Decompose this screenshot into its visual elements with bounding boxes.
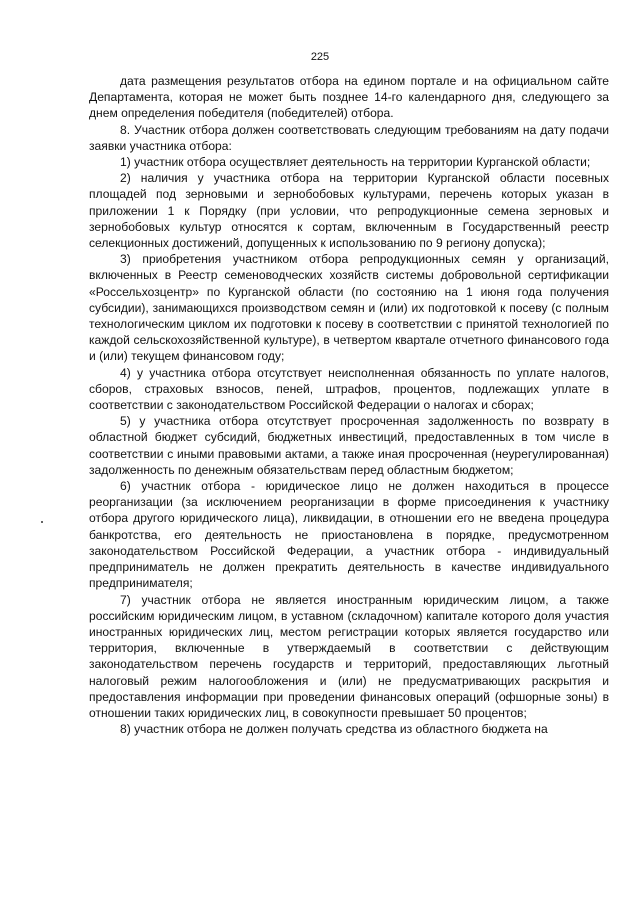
paragraph-subitem-2: 2) наличия у участника отбора на территории Курганской области посевных площадей под зерновыми и зернобобовых культурами, перечень которых указан в приложении 1 к Порядку (при условии, что репродукционные семена зерновых и зернобобовых культур относятся к сортам, включенным в Государственный реестр селекционных достижений, допущенных к использованию по 9 региону допуска); [89, 171, 609, 251]
paragraph-continuation: дата размещения результатов отбора на едином портале и на официальном сайте Департамента, которая не может быть позднее 14-го календарного дня, следующего за днем определения победителя (победителей) отбора. [89, 74, 609, 121]
margin-mark [41, 521, 43, 523]
paragraph-subitem-8: 8) участник отбора не должен получать средства из областного бюджета на [120, 722, 548, 737]
paragraph-subitem-6: 6) участник отбора - юридическое лицо не должен находиться в процессе реорганизации (за исключением реорганизации в форме присоединения к участнику отбора другого юридического лица), ликвидации, в отношении его не введена процедура банкротства, его деятельность не приостановлена в порядке, предусмотренном законодательством Российской Федерации, а участник отбора - индивидуальный предприниматель не должен прекратить деятельность в качестве индивидуального предпринимателя; [89, 479, 609, 591]
paragraph-item-8: 8. Участник отбора должен соответствовать следующим требованиям на дату подачи заявки участника отбора: [89, 122, 609, 153]
document-body [89, 73, 609, 737]
paragraph-subitem-4: 4) у участника отбора отсутствует неисполненная обязанность по уплате налогов, сборов, страховых взносов, пеней, штрафов, процентов, подлежащих уплате в соответствии с законодательством Российской Федерации о налогах и сборах; [89, 365, 609, 413]
paragraph-subitem-1: 1) участник отбора осуществляет деятельность на территории Курганской области; [120, 155, 591, 170]
paragraph-subitem-5: 5) у участника отбора отсутствует просроченная задолженность по возврату в областной бюджет субсидий, бюджетных инвестиций, предоставленных в том числе в соответствии с иными правовыми актами, а также иная просроченная (неурегулированная) задолженность по денежным обязательствам перед областным бюджетом; [89, 414, 609, 477]
paragraph-subitem-7: 7) участник отбора не является иностранным юридическим лицом, а также российским юридическим лицом, в уставном (складочном) капитале которого доля участия иностранных юридических лиц, местом регистрации которых является государство или территория, включенные в утверждаемый в соответствии с действующим законодательством перечень государств и территорий, предоставляющих льготный налоговый режим налогообложения и (или) не предусматривающих раскрытия и предоставления информации при проведении финансовых операций (офшорные зоны) в отношении таких юридических лиц, в совокупности превышает 50 процентов; [89, 592, 609, 720]
paragraph-subitem-3: 3) приобретения участником отбора репродукционных семян у организаций, включенных в Реестр семеноводческих хозяйств системы добровольной сертификации «Россельхозцентр» по Курганской области (по состоянию на 1 июня года получения субсидии), занимающихся производством семян и (или) их подготовкой к посеву (с полным технологическим циклом их подготовки к посеву в соответствии с принятой технологией по каждой сельскохозяйственной культуре), в четвертом квартале отчетного финансового года и (или) текущем финансовом году; [89, 252, 609, 364]
page-number: 225 [310, 51, 330, 63]
